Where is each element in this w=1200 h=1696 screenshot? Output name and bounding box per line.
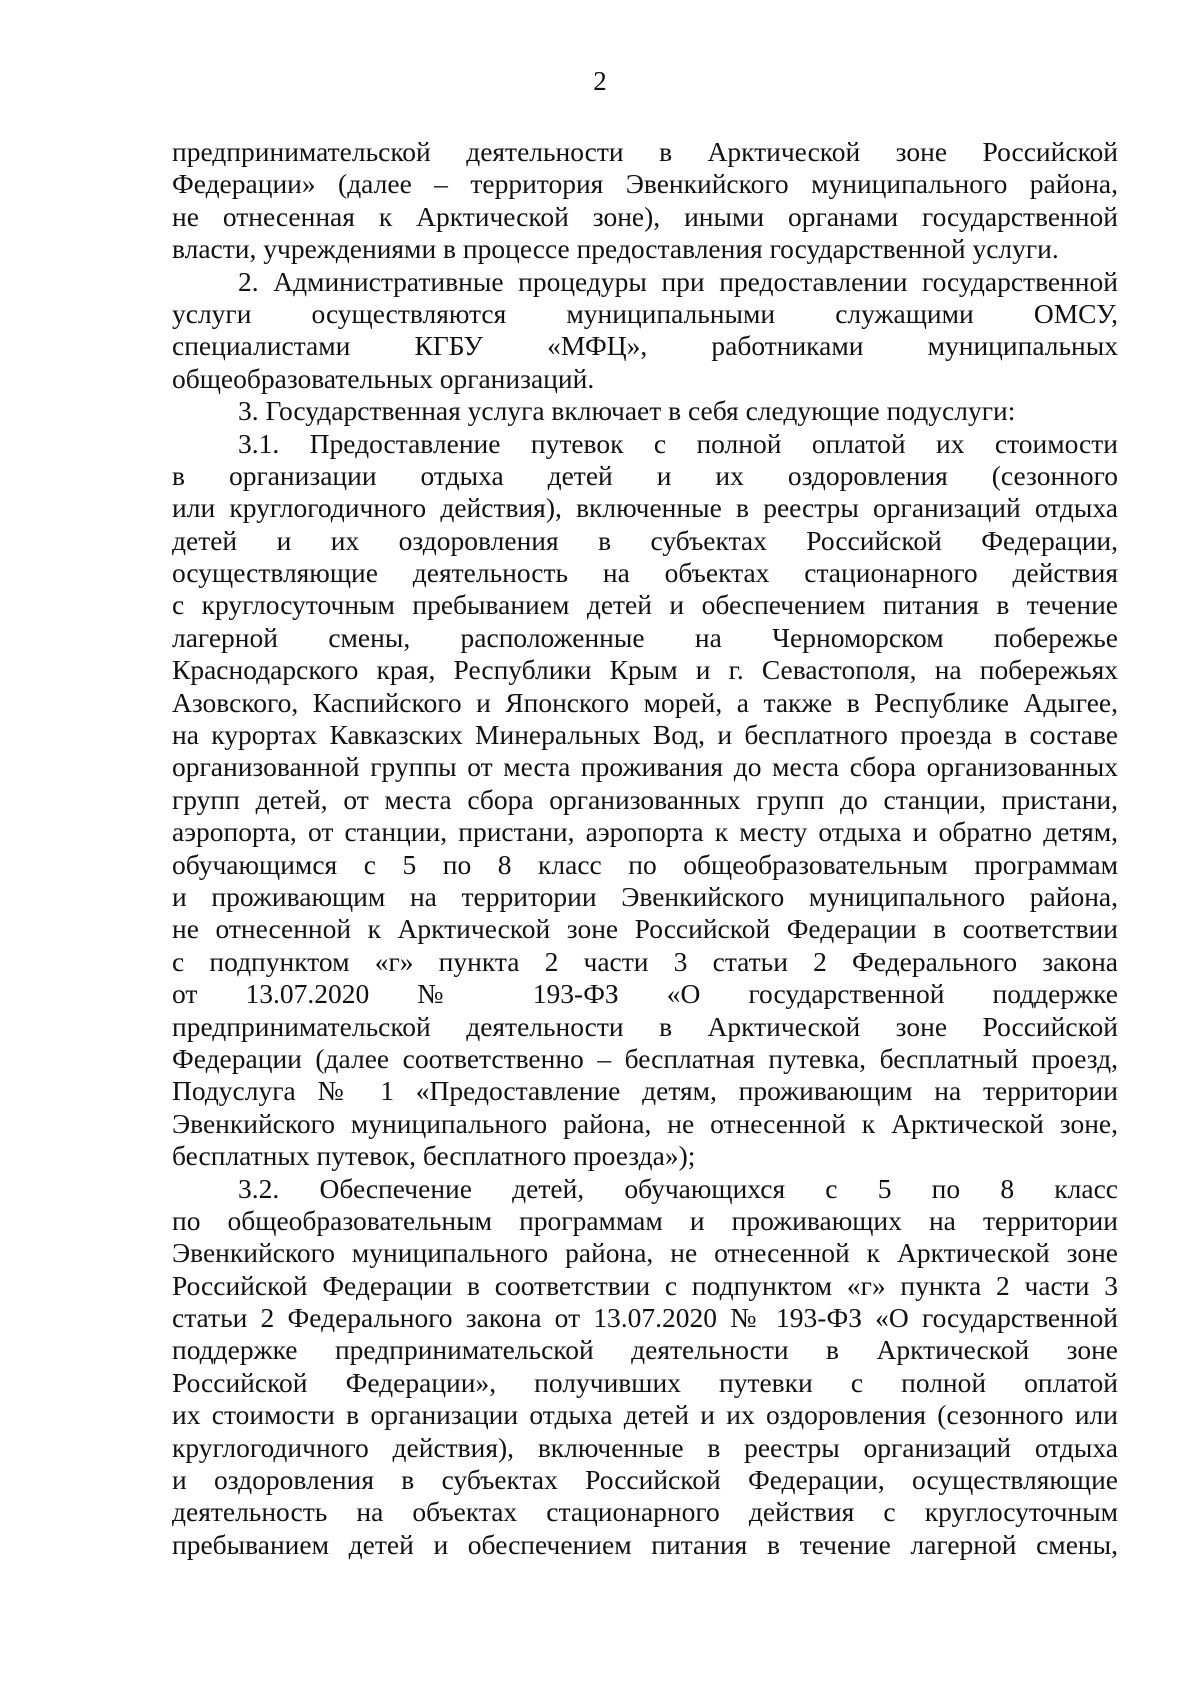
text-line: обучающимся с 5 по 8 класс по общеобразовательным программам bbox=[172, 848, 1118, 880]
text-line: Российской Федерации в соответствии с подпунктом «г» пункта 2 части 3 bbox=[172, 1269, 1118, 1301]
text-line: или круглогодичного действия), включенные в реестры организаций отдыха bbox=[172, 492, 1118, 524]
page-number: 2 bbox=[593, 66, 607, 96]
text-line: 2. Административные процедуры при предоставлении государственной bbox=[238, 265, 1118, 297]
text-line: лагерной смены, расположенные на Черноморском побережье bbox=[172, 621, 1118, 653]
text-line: не отнесенной к Арктической зоне Российской Федерации в соответствии bbox=[172, 913, 1118, 945]
text-line: деятельность на объектах стационарного действия с круглосуточным bbox=[172, 1496, 1118, 1528]
text-line: не отнесенная к Арктической зоне), иными органами государственной bbox=[172, 200, 1118, 232]
text-line: статьи 2 Федерального закона от 13.07.2020 № 193-ФЗ «О государственной bbox=[172, 1302, 1118, 1334]
text-line: Краснодарского края, Республики Крым и г. Севастополя, на побережьях bbox=[172, 654, 1118, 686]
text-line: 3. Государственная услуга включает в себя следующие подуслуги: bbox=[238, 395, 1016, 427]
text-line: групп детей, от места сбора организованных групп до станции, пристани, bbox=[172, 783, 1118, 815]
text-line: по общеобразовательным программам и проживающих на территории bbox=[172, 1204, 1118, 1236]
text-line: Федерации (далее соответственно – бесплатная путевка, бесплатный проезд, bbox=[172, 1042, 1118, 1074]
text-line: организованной группы от места проживания до места сбора организованных bbox=[172, 751, 1118, 783]
text-line: бесплатных путевок, бесплатного проезда»); bbox=[172, 1140, 696, 1172]
text-line: детей и их оздоровления в субъектах Российской Федерации, bbox=[172, 524, 1118, 556]
text-line: Эвенкийского муниципального района, не отнесенной к Арктической зоне, bbox=[172, 1107, 1118, 1139]
text-line: их стоимости в организации отдыха детей и их оздоровления (сезонного или bbox=[172, 1399, 1118, 1431]
text-line: и проживающим на территории Эвенкийского муниципального района, bbox=[172, 880, 1118, 912]
text-line: в организации отдыха детей и их оздоровления (сезонного bbox=[172, 459, 1118, 491]
text-line: власти, учреждениями в процессе предоставления государственной услуги. bbox=[172, 233, 1059, 265]
text-line: поддержке предпринимательской деятельности в Арктической зоне bbox=[172, 1334, 1118, 1366]
document-body-text bbox=[172, 136, 1118, 1561]
text-line: с подпунктом «г» пункта 2 части 3 статьи 2 Федерального закона bbox=[172, 945, 1118, 977]
text-line: осуществляющие деятельность на объектах стационарного действия bbox=[172, 557, 1118, 589]
text-line: 3.1. Предоставление путевок с полной оплатой их стоимости bbox=[238, 427, 1118, 459]
text-line: Российской Федерации», получивших путевки с полной оплатой bbox=[172, 1366, 1118, 1398]
text-line: предпринимательской деятельности в Арктической зоне Российской bbox=[172, 1010, 1118, 1042]
text-line: Подуслуга № 1 «Предоставление детям, проживающим на территории bbox=[172, 1075, 1118, 1107]
text-line: от 13.07.2020 № 193-ФЗ «О государственной поддержке bbox=[172, 978, 1118, 1010]
text-line: Эвенкийского муниципального района, не отнесенной к Арктической зоне bbox=[172, 1237, 1118, 1269]
text-line: специалистами КГБУ «МФЦ», работниками муниципальных bbox=[172, 330, 1118, 362]
text-line: услуги осуществляются муниципальными служащими ОМСУ, bbox=[172, 297, 1118, 329]
text-line: Федерации» (далее – территория Эвенкийского муниципального района, bbox=[172, 168, 1118, 200]
text-line: с круглосуточным пребыванием детей и обеспечением питания в течение bbox=[172, 589, 1118, 621]
text-line: общеобразовательных организаций. bbox=[172, 362, 595, 394]
text-line: 3.2. Обеспечение детей, обучающихся с 5 по 8 класс bbox=[238, 1172, 1118, 1204]
text-line: пребыванием детей и обеспечением питания в течение лагерной смены, bbox=[172, 1528, 1118, 1560]
text-line: на курортах Кавказских Минеральных Вод, и бесплатного проезда в составе bbox=[172, 719, 1118, 751]
text-line: предпринимательской деятельности в Арктической зоне Российской bbox=[172, 136, 1118, 167]
text-line: Азовского, Каспийского и Японского морей, а также в Республике Адыгее, bbox=[172, 686, 1118, 718]
text-line: круглогодичного действия), включенные в реестры организаций отдыха bbox=[172, 1431, 1118, 1463]
text-line: и оздоровления в субъектах Российской Федерации, осуществляющие bbox=[172, 1464, 1118, 1496]
text-line: аэропорта, от станции, пристани, аэропорта к месту отдыха и обратно детям, bbox=[172, 816, 1118, 848]
